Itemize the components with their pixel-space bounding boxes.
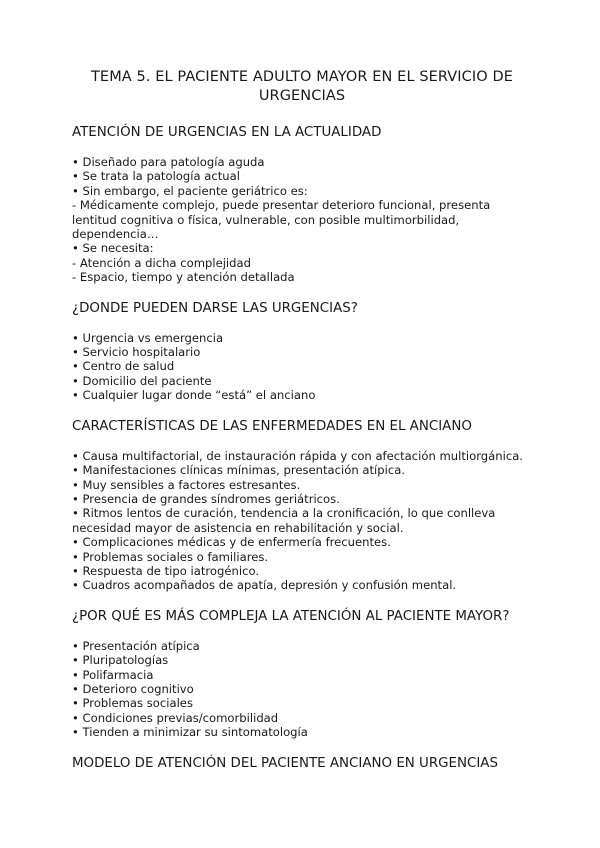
list-item: • Sin embargo, el paciente geriátrico es: — [72, 183, 308, 198]
list-item: • Muy sensibles a factores estresantes. — [72, 477, 301, 492]
list-item: • Causa multifactorial, de instauración rápida y con afectación multiorgánica. — [72, 448, 523, 463]
list-item: - Atención a dicha complejidad — [72, 255, 251, 270]
list-item: • Respuesta de tipo iatrogénico. — [72, 563, 260, 578]
section-heading: ATENCIÓN DE URGENCIAS EN LA ACTUALIDAD — [72, 125, 382, 140]
document-title — [72, 68, 532, 106]
list-item: • Manifestaciones clínicas mínimas, presentación atípica. — [72, 463, 405, 478]
list-item: • Ritmos lentos de curación, tendencia a la cronificación, lo que conlleva necesidad mayor de asistencia en rehabilitación y social. — [72, 506, 496, 535]
list-item: • Se trata la patología actual — [72, 169, 240, 184]
list-item: • Tienden a minimizar su sintomatología — [72, 725, 308, 740]
section-heading: ¿POR QUÉ ES MÁS COMPLEJA LA ATENCIÓN AL PACIENTE MAYOR? — [72, 608, 510, 624]
list-item: • Urgencia vs emergencia — [72, 330, 224, 345]
list-item: - Médicamente complejo, puede presentar deterioro funcional, presenta lentitud cognitiva o física, vulnerable, con posible multimorbilidad, dependencia… — [72, 198, 491, 242]
list-item: • Servicio hospitalario — [72, 345, 201, 360]
section-list — [72, 639, 532, 740]
section-heading: ¿DONDE PUEDEN DARSE LAS URGENCIAS? — [72, 300, 358, 316]
document-page — [72, 68, 532, 786]
list-item: • Diseñado para patología aguda — [72, 155, 265, 169]
title-line-2: URGENCIAS — [258, 88, 346, 104]
document-body — [72, 124, 532, 772]
list-item: • Condiciones previas/comorbilidad — [72, 710, 279, 725]
section-list — [72, 331, 532, 403]
list-item: • Polifarmacia — [72, 667, 154, 682]
list-item: • Deterioro cognitivo — [72, 681, 194, 696]
list-item: • Se necesita: — [72, 241, 154, 256]
list-item: • Cuadros acompañados de apatía, depresión y confusión mental. — [72, 578, 457, 593]
section-list — [72, 155, 532, 285]
list-item: • Presencia de grandes síndromes geriátricos. — [72, 491, 340, 506]
title-line-1: TEMA 5. EL PACIENTE ADULTO MAYOR EN EL SERVICIO DE — [90, 69, 514, 85]
list-item: • Pluripatologías — [72, 653, 169, 668]
section-list — [72, 449, 532, 593]
list-item: • Centro de salud — [72, 359, 175, 374]
list-item: • Presentación atípica — [72, 638, 200, 653]
list-item: • Domicilio del paciente — [72, 373, 212, 388]
list-item: • Problemas sociales o familiares. — [72, 549, 269, 564]
list-item: • Complicaciones médicas y de enfermería frecuentes. — [72, 535, 391, 550]
list-item: • Cualquier lugar donde “está” el anciano — [72, 388, 316, 403]
section-heading: MODELO DE ATENCIÓN DEL PACIENTE ANCIANO EN URGENCIAS — [72, 755, 498, 771]
section-heading: CARACTERÍSTICAS DE LAS ENFERMEDADES EN EL ANCIANO — [72, 418, 472, 434]
list-item: • Problemas sociales — [72, 696, 193, 711]
list-item: - Espacio, tiempo y atención detallada — [72, 270, 295, 285]
